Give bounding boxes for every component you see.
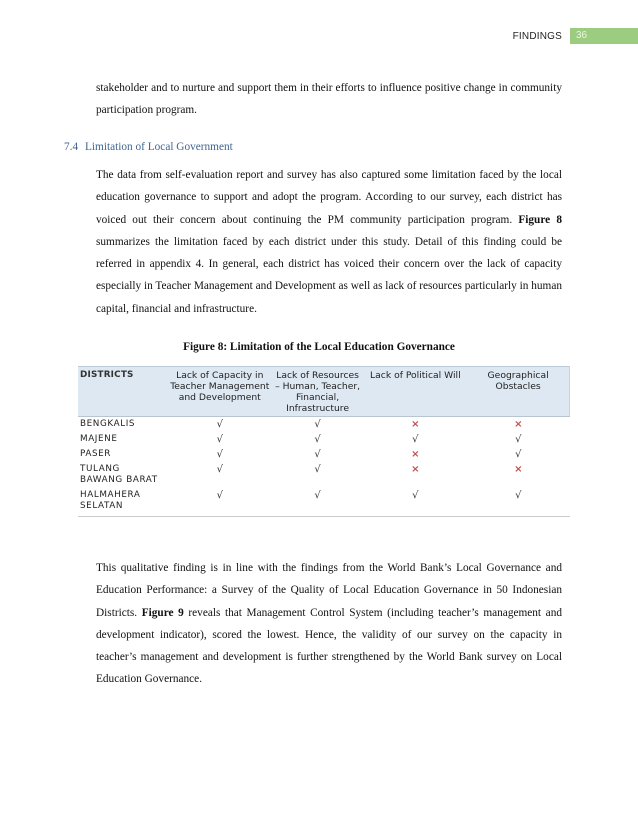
district-name: TULANG BAWANG BARAT (80, 464, 158, 485)
district-name: PASER (80, 449, 112, 459)
paragraph-limitation (96, 164, 562, 320)
table-row (78, 432, 570, 447)
page-number: 36 (570, 28, 638, 44)
figure-caption: Figure 8: Limitation of the Local Education Governance (183, 341, 455, 353)
check-icon: √ (216, 449, 223, 460)
limitation-table (78, 366, 570, 517)
paragraph-text: This qualitative finding is in line with the findings from the World Bank’s Local Governance and Education Performance: a Survey of the Quality of Local Education Governance in 50 Indonesian Districts. (96, 562, 562, 619)
column-header-political-will: Lack of Political Will (364, 367, 468, 417)
figure-9-reference: Figure 9 (141, 606, 184, 619)
header-section-title: FINDINGS (512, 30, 562, 42)
section-number: 7.4 (64, 141, 79, 153)
paragraph-text: reveals that Management Control System (including teacher’s management and development indicator), scored the lowest. Hence, the validity of our survey on the capacity in teacher’s management and development is further strengthened by the World Bank survey on Local Education Governance. (96, 606, 562, 686)
check-icon: √ (216, 464, 223, 475)
page-header (513, 28, 638, 44)
check-icon: √ (216, 419, 223, 430)
check-icon: √ (272, 488, 364, 517)
check-icon: √ (515, 434, 522, 445)
section-heading (64, 141, 233, 153)
section-title: Limitation of Local Government (85, 141, 233, 153)
cross-icon: × (411, 449, 420, 460)
check-icon: √ (314, 419, 321, 430)
paragraph-worldbank (96, 557, 562, 691)
check-icon: √ (515, 449, 522, 460)
table-row (78, 488, 570, 517)
table-row (78, 462, 570, 488)
figure-8-reference: Figure 8 (518, 213, 562, 226)
check-icon: √ (364, 488, 468, 517)
column-header-geographical: Geographical Obstacles (467, 367, 569, 417)
cross-icon: × (411, 464, 420, 475)
check-icon: √ (314, 434, 321, 445)
check-icon: √ (412, 434, 419, 445)
district-name: MAJENE (80, 434, 118, 444)
paragraph-continued: stakeholder and to nurture and support them in their efforts to influence positive change in community participation program. (96, 82, 562, 117)
table-header-row (78, 367, 570, 417)
check-icon: √ (467, 488, 569, 517)
paragraph-text: summarizes the limitation faced by each district under this study. Detail of this finding could be referred in appendix 4. In general, each district has voiced their concern over the lack of capacity especially in Teacher Management and Development as well as lack of resources particularly in human capital, financial and infrastructure. (96, 235, 562, 315)
paragraph-text: The data from self-evaluation report and survey has also captured some limitation faced by the local education governance to support and adopt the program. According to our survey, each district has voiced out their concern about continuing the PM community participation program. (96, 169, 562, 226)
check-icon: √ (314, 464, 321, 475)
cross-icon: × (411, 419, 420, 430)
check-icon: √ (216, 434, 223, 445)
district-name: BENGKALIS (80, 419, 136, 429)
cross-icon: × (514, 419, 523, 430)
column-header-capacity: Lack of Capacity in Teacher Management and Development (168, 367, 272, 417)
column-header-districts: DISTRICTS (78, 367, 168, 417)
check-icon: √ (314, 449, 321, 460)
column-header-resources: Lack of Resources – Human, Teacher, Financial, Infrastructure (272, 367, 364, 417)
table-row (78, 447, 570, 462)
cross-icon: × (514, 464, 523, 475)
district-name: HALMAHERA SELATAN (78, 488, 168, 517)
check-icon: √ (168, 488, 272, 517)
table-row (78, 417, 570, 433)
